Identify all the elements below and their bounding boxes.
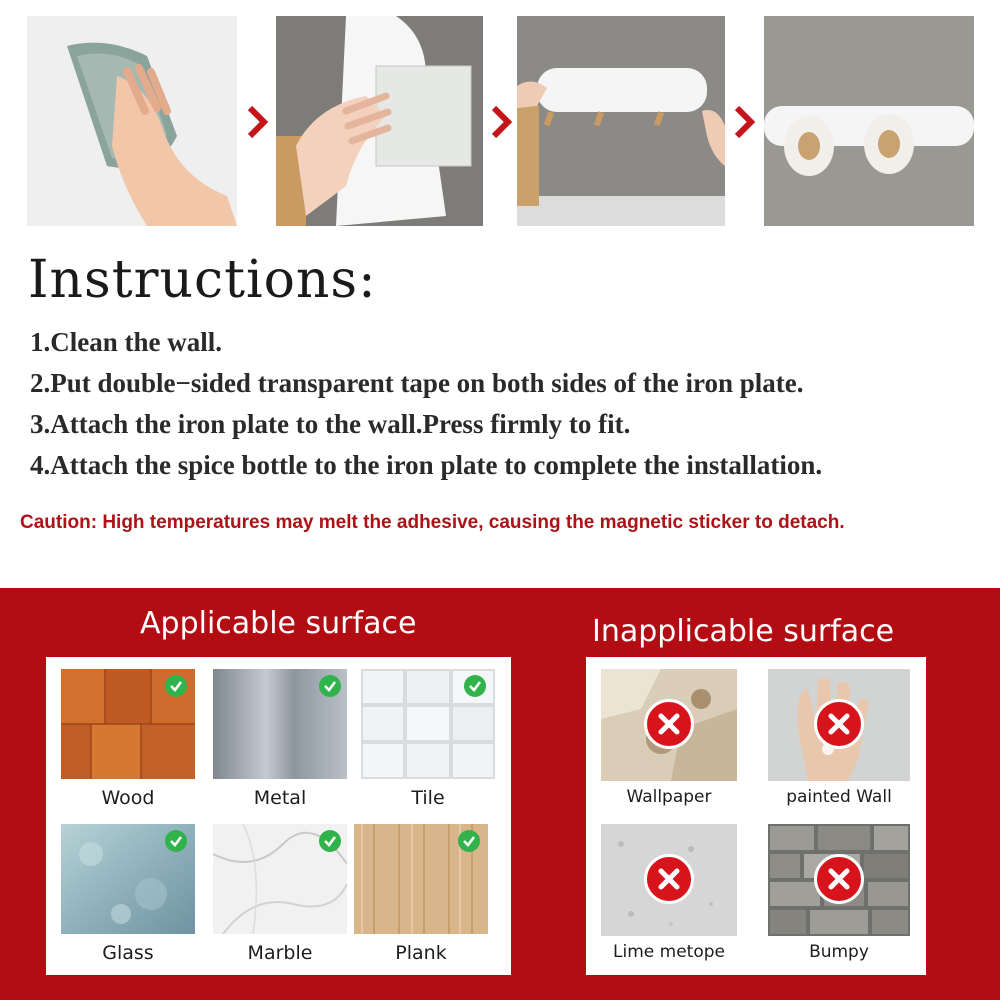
- surface-label: Marble: [247, 942, 313, 964]
- check-icon: [458, 830, 480, 852]
- check-icon: [319, 675, 341, 697]
- surface-metal: [213, 669, 347, 809]
- surface-label: Wood: [101, 787, 155, 809]
- surface-label: Glass: [102, 942, 154, 964]
- surface-section: [0, 588, 1000, 1000]
- instruction-step-3: 3.Attach the iron plate to the wall.Press firmly to fit.: [30, 409, 631, 439]
- surface-painted-wall: [768, 669, 910, 809]
- surface-label: Bumpy: [809, 942, 869, 962]
- surface-label: Wallpaper: [626, 787, 712, 807]
- surface-glass: [61, 824, 195, 969]
- x-icon: [814, 854, 864, 904]
- surface-lime-metope: [601, 824, 737, 969]
- surface-label: Tile: [411, 787, 445, 809]
- x-icon: [644, 854, 694, 904]
- clean-wall-photo: [27, 16, 237, 226]
- attach-plate-photo: [517, 16, 725, 226]
- caution-note: Caution: High temperatures may melt the adhesive, causing the magnetic sticker to detach.: [20, 512, 845, 533]
- instruction-step-1: 1.Clean the wall.: [30, 327, 222, 357]
- check-icon: [165, 830, 187, 852]
- surface-label: Metal: [253, 787, 307, 809]
- surface-label: Plank: [395, 942, 447, 964]
- instruction-step-4: 4.Attach the spice bottle to the iron plate to complete the installation.: [30, 450, 823, 480]
- check-icon: [464, 675, 486, 697]
- instruction-step-2: 2.Put double−sided transparent tape on both sides of the iron plate.: [30, 368, 804, 398]
- apply-tape-photo: [276, 16, 483, 226]
- surface-wallpaper: [601, 669, 737, 809]
- instructions-title: Instructions:: [28, 250, 377, 310]
- check-icon: [165, 675, 187, 697]
- surface-tile: [361, 669, 495, 809]
- surface-marble: [213, 824, 347, 969]
- inapplicable-surface-panel: [586, 657, 926, 975]
- chevron-right-icon: [490, 104, 514, 140]
- chevron-right-icon: [733, 104, 757, 140]
- instructions-list: [30, 322, 822, 486]
- check-icon: [319, 830, 341, 852]
- applicable-surface-title: Applicable surface: [140, 606, 417, 641]
- surface-wood: [61, 669, 195, 809]
- surface-plank: [354, 824, 488, 969]
- attach-bottle-photo: [764, 16, 974, 226]
- x-icon: [814, 699, 864, 749]
- surface-label: painted Wall: [786, 787, 892, 807]
- x-icon: [644, 699, 694, 749]
- surface-label: Lime metope: [613, 942, 725, 962]
- inapplicable-surface-title: Inapplicable surface: [592, 614, 895, 649]
- chevron-right-icon: [246, 104, 270, 140]
- surface-bumpy: [768, 824, 910, 969]
- applicable-surface-panel: [46, 657, 511, 975]
